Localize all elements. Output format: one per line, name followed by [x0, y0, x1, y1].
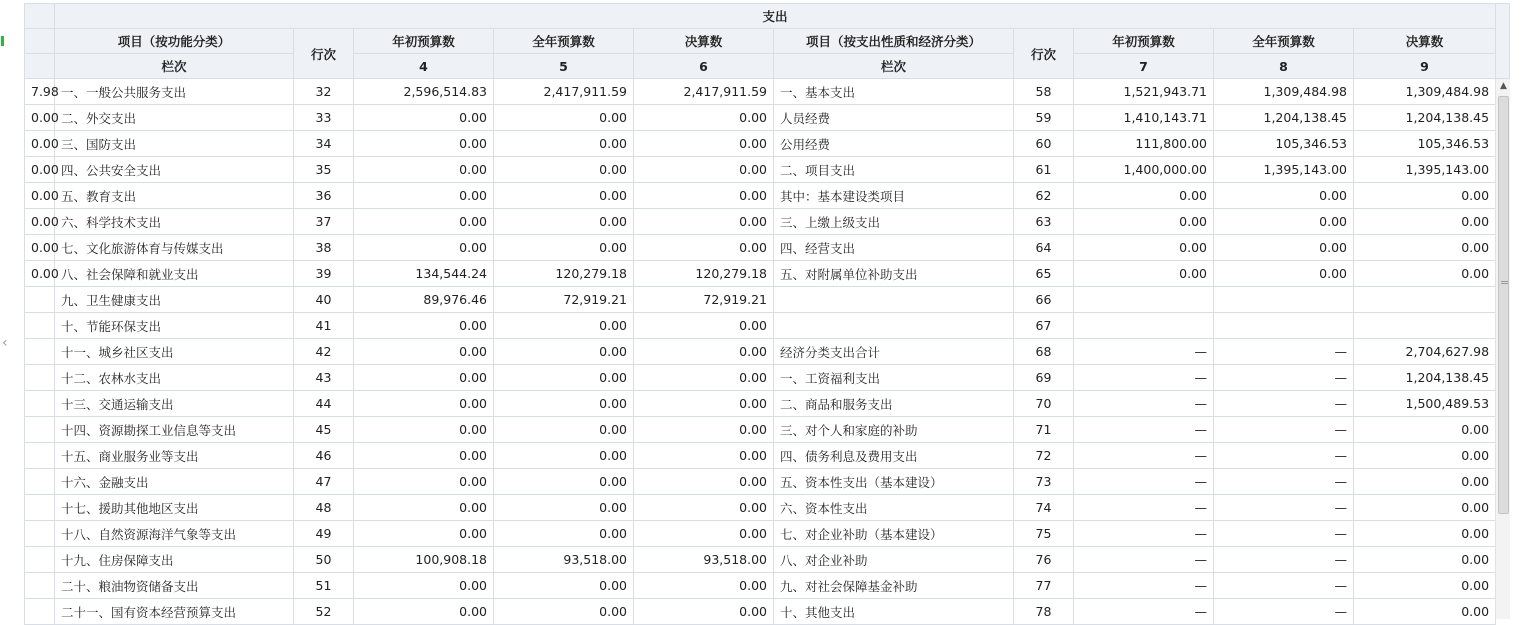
row-no-2-cell[interactable]: 72 — [1014, 443, 1074, 469]
table-row[interactable] — [25, 287, 1496, 313]
row-no-2-cell[interactable]: 58 — [1014, 79, 1074, 105]
final-cell[interactable]: 0.00 — [634, 105, 774, 131]
initial-budget-cell[interactable]: 134,544.24 — [354, 261, 494, 287]
initial-budget-2-cell[interactable]: 0.00 — [1074, 235, 1214, 261]
full-budget-2-cell[interactable]: 1,395,143.00 — [1214, 157, 1354, 183]
row-no-cell[interactable]: 50 — [294, 547, 354, 573]
econ-item-cell[interactable]: 二、项目支出 — [774, 157, 1014, 183]
full-budget-cell[interactable]: 2,417,911.59 — [494, 79, 634, 105]
full-budget-2-cell[interactable]: — — [1214, 573, 1354, 599]
econ-item-cell[interactable]: 人员经费 — [774, 105, 1014, 131]
row-no-2-cell[interactable]: 73 — [1014, 469, 1074, 495]
header-cut-cell — [25, 4, 55, 29]
row-no-2-cell[interactable]: 71 — [1014, 417, 1074, 443]
econ-item-cell[interactable]: 七、对企业补助（基本建设） — [774, 521, 1014, 547]
initial-budget-cell[interactable]: 0.00 — [354, 235, 494, 261]
section-title: 支出 — [55, 4, 1496, 29]
func-item-cell[interactable]: 十五、商业服务业等支出 — [55, 443, 294, 469]
header-scroll-spacer — [1495, 3, 1510, 79]
table-header — [25, 4, 1496, 79]
sub-col-6: 6 — [634, 54, 774, 79]
func-item-cell[interactable]: 三、国防支出 — [55, 131, 294, 157]
initial-budget-cell[interactable]: 0.00 — [354, 521, 494, 547]
sub-col-9: 9 — [1354, 54, 1496, 79]
full-budget-cell[interactable]: 0.00 — [494, 469, 634, 495]
col-initial-budget[interactable]: 年初预算数 — [354, 29, 494, 54]
prev-col-cell[interactable]: 0.00 — [25, 235, 55, 261]
full-budget-2-cell[interactable]: 0.00 — [1214, 183, 1354, 209]
full-budget-cell[interactable]: 0.00 — [494, 391, 634, 417]
col-row-no[interactable]: 行次 — [294, 29, 354, 79]
final-cell[interactable]: 0.00 — [634, 157, 774, 183]
initial-budget-cell[interactable]: 0.00 — [354, 131, 494, 157]
sub-col-label: 栏次 — [55, 54, 294, 79]
final-2-cell[interactable]: 0.00 — [1354, 599, 1496, 625]
initial-budget-cell[interactable]: 0.00 — [354, 599, 494, 625]
initial-budget-2-cell[interactable]: — — [1074, 495, 1214, 521]
final-cell[interactable]: 0.00 — [634, 183, 774, 209]
row-no-cell[interactable]: 46 — [294, 443, 354, 469]
table-row[interactable] — [25, 235, 1496, 261]
table-row[interactable] — [25, 261, 1496, 287]
final-2-cell[interactable]: 0.00 — [1354, 417, 1496, 443]
prev-col-cell[interactable] — [25, 391, 55, 417]
table-row[interactable] — [25, 443, 1496, 469]
full-budget-cell[interactable]: 0.00 — [494, 209, 634, 235]
table-row[interactable] — [25, 209, 1496, 235]
table-row[interactable] — [25, 417, 1496, 443]
chevron-left-icon[interactable]: ‹ — [2, 335, 8, 351]
row-no-2-cell[interactable]: 77 — [1014, 573, 1074, 599]
econ-item-cell[interactable]: 其中：基本建设类项目 — [774, 183, 1014, 209]
initial-budget-2-cell[interactable]: — — [1074, 547, 1214, 573]
final-cell[interactable]: 120,279.18 — [634, 261, 774, 287]
prev-col-cell[interactable] — [25, 443, 55, 469]
final-cell[interactable]: 0.00 — [634, 391, 774, 417]
final-cell[interactable]: 0.00 — [634, 495, 774, 521]
final-2-cell[interactable]: 0.00 — [1354, 469, 1496, 495]
full-budget-2-cell[interactable]: — — [1214, 443, 1354, 469]
initial-budget-cell[interactable]: 0.00 — [354, 417, 494, 443]
final-2-cell[interactable]: 1,204,138.45 — [1354, 105, 1496, 131]
row-no-cell[interactable]: 52 — [294, 599, 354, 625]
row-no-cell[interactable]: 33 — [294, 105, 354, 131]
row-no-2-cell[interactable]: 74 — [1014, 495, 1074, 521]
row-no-2-cell[interactable]: 66 — [1014, 287, 1074, 313]
table-row[interactable] — [25, 365, 1496, 391]
prev-col-cell[interactable] — [25, 573, 55, 599]
prev-col-cell[interactable] — [25, 313, 55, 339]
full-budget-2-cell[interactable]: 0.00 — [1214, 235, 1354, 261]
left-panel-edge — [0, 0, 24, 619]
row-no-2-cell[interactable]: 75 — [1014, 521, 1074, 547]
vertical-scrollbar[interactable] — [1495, 79, 1511, 619]
right-margin — [1510, 0, 1540, 619]
func-item-cell[interactable]: 十八、自然资源海洋气象等支出 — [55, 521, 294, 547]
econ-item-cell[interactable] — [774, 313, 1014, 339]
prev-col-cell[interactable] — [25, 365, 55, 391]
sub-col-8: 8 — [1214, 54, 1354, 79]
col-econ-item[interactable]: 项目（按支出性质和经济分类） — [774, 29, 1014, 54]
full-budget-cell[interactable]: 0.00 — [494, 235, 634, 261]
row-no-2-cell[interactable]: 61 — [1014, 157, 1074, 183]
econ-item-cell[interactable]: 二、商品和服务支出 — [774, 391, 1014, 417]
full-budget-cell[interactable]: 120,279.18 — [494, 261, 634, 287]
final-2-cell[interactable] — [1354, 287, 1496, 313]
prev-col-cell[interactable]: 7.98 — [25, 79, 55, 105]
initial-budget-2-cell[interactable]: — — [1074, 521, 1214, 547]
initial-budget-2-cell[interactable]: — — [1074, 469, 1214, 495]
final-2-cell[interactable]: 105,346.53 — [1354, 131, 1496, 157]
func-item-cell[interactable]: 十三、交通运输支出 — [55, 391, 294, 417]
full-budget-cell[interactable]: 0.00 — [494, 365, 634, 391]
initial-budget-cell[interactable]: 0.00 — [354, 339, 494, 365]
func-item-cell[interactable]: 二十一、国有资本经营预算支出 — [55, 599, 294, 625]
grip-icon — [1501, 281, 1508, 284]
func-item-cell[interactable]: 六、科学技术支出 — [55, 209, 294, 235]
col-initial-budget-2[interactable]: 年初预算数 — [1074, 29, 1214, 54]
final-2-cell[interactable]: 1,395,143.00 — [1354, 157, 1496, 183]
sub-col-label-2: 栏次 — [774, 54, 1014, 79]
table-row[interactable] — [25, 105, 1496, 131]
prev-col-cell[interactable]: 0.00 — [25, 261, 55, 287]
row-no-2-cell[interactable]: 62 — [1014, 183, 1074, 209]
initial-budget-2-cell[interactable] — [1074, 287, 1214, 313]
econ-item-cell[interactable]: 九、对社会保障基金补助 — [774, 573, 1014, 599]
row-no-2-cell[interactable]: 76 — [1014, 547, 1074, 573]
final-cell[interactable]: 72,919.21 — [634, 287, 774, 313]
initial-budget-2-cell[interactable]: 111,800.00 — [1074, 131, 1214, 157]
prev-col-cell[interactable] — [25, 287, 55, 313]
row-no-2-cell[interactable]: 70 — [1014, 391, 1074, 417]
full-budget-cell[interactable]: 93,518.00 — [494, 547, 634, 573]
table-row[interactable] — [25, 573, 1496, 599]
full-budget-cell[interactable]: 0.00 — [494, 105, 634, 131]
full-budget-2-cell[interactable]: 0.00 — [1214, 261, 1354, 287]
table-body — [25, 79, 1496, 625]
sub-col-4: 4 — [354, 54, 494, 79]
full-budget-cell[interactable]: 0.00 — [494, 183, 634, 209]
final-2-cell[interactable]: 1,204,138.45 — [1354, 365, 1496, 391]
table-row[interactable] — [25, 469, 1496, 495]
row-no-2-cell[interactable]: 67 — [1014, 313, 1074, 339]
full-budget-cell[interactable]: 0.00 — [494, 495, 634, 521]
econ-item-cell[interactable]: 一、基本支出 — [774, 79, 1014, 105]
full-budget-2-cell[interactable] — [1214, 287, 1354, 313]
row-no-cell[interactable]: 35 — [294, 157, 354, 183]
row-no-2-cell[interactable]: 69 — [1014, 365, 1074, 391]
full-budget-cell[interactable]: 0.00 — [494, 599, 634, 625]
final-2-cell[interactable] — [1354, 313, 1496, 339]
prev-col-cell[interactable] — [25, 599, 55, 625]
initial-budget-cell[interactable]: 0.00 — [354, 157, 494, 183]
initial-budget-2-cell[interactable]: — — [1074, 339, 1214, 365]
func-item-cell[interactable]: 五、教育支出 — [55, 183, 294, 209]
func-item-cell[interactable]: 一、一般公共服务支出 — [55, 79, 294, 105]
row-no-2-cell[interactable]: 65 — [1014, 261, 1074, 287]
row-no-cell[interactable]: 48 — [294, 495, 354, 521]
final-2-cell[interactable]: 1,500,489.53 — [1354, 391, 1496, 417]
econ-item-cell[interactable]: 公用经费 — [774, 131, 1014, 157]
row-no-cell[interactable]: 41 — [294, 313, 354, 339]
table-row[interactable] — [25, 339, 1496, 365]
full-budget-cell[interactable]: 0.00 — [494, 443, 634, 469]
row-no-cell[interactable]: 37 — [294, 209, 354, 235]
full-budget-2-cell[interactable]: — — [1214, 547, 1354, 573]
table-row[interactable] — [25, 547, 1496, 573]
func-item-cell[interactable]: 七、文化旅游体育与传媒支出 — [55, 235, 294, 261]
prev-col-cell[interactable]: 0.00 — [25, 209, 55, 235]
econ-item-cell[interactable]: 八、对企业补助 — [774, 547, 1014, 573]
initial-budget-2-cell[interactable]: 0.00 — [1074, 261, 1214, 287]
final-2-cell[interactable]: 0.00 — [1354, 443, 1496, 469]
econ-item-cell[interactable]: 三、上缴上级支出 — [774, 209, 1014, 235]
sub-col-5: 5 — [494, 54, 634, 79]
final-cell[interactable]: 0.00 — [634, 339, 774, 365]
full-budget-cell[interactable]: 72,919.21 — [494, 287, 634, 313]
prev-col-cell[interactable] — [25, 547, 55, 573]
table-row[interactable] — [25, 131, 1496, 157]
initial-budget-cell[interactable]: 0.00 — [354, 469, 494, 495]
sub-col-7: 7 — [1074, 54, 1214, 79]
row-no-2-cell[interactable]: 60 — [1014, 131, 1074, 157]
econ-item-cell[interactable]: 五、资本性支出（基本建设） — [774, 469, 1014, 495]
final-2-cell[interactable]: 0.00 — [1354, 495, 1496, 521]
initial-budget-cell[interactable]: 0.00 — [354, 209, 494, 235]
table-row[interactable] — [25, 79, 1496, 105]
econ-item-cell[interactable]: 四、经营支出 — [774, 235, 1014, 261]
prev-col-cell[interactable] — [25, 469, 55, 495]
full-budget-2-cell[interactable]: 105,346.53 — [1214, 131, 1354, 157]
row-no-cell[interactable]: 49 — [294, 521, 354, 547]
initial-budget-cell[interactable]: 0.00 — [354, 105, 494, 131]
final-2-cell[interactable]: 0.00 — [1354, 235, 1496, 261]
header-cut-cell — [25, 29, 55, 54]
final-cell[interactable]: 2,417,911.59 — [634, 79, 774, 105]
func-item-cell[interactable]: 二、外交支出 — [55, 105, 294, 131]
initial-budget-2-cell[interactable]: — — [1074, 573, 1214, 599]
prev-col-cell[interactable]: 0.00 — [25, 183, 55, 209]
final-cell[interactable]: 0.00 — [634, 235, 774, 261]
full-budget-2-cell[interactable]: — — [1214, 391, 1354, 417]
final-cell[interactable]: 0.00 — [634, 131, 774, 157]
initial-budget-cell[interactable]: 0.00 — [354, 443, 494, 469]
initial-budget-cell[interactable]: 100,908.18 — [354, 547, 494, 573]
final-cell[interactable]: 0.00 — [634, 313, 774, 339]
prev-col-cell[interactable] — [25, 521, 55, 547]
row-no-cell[interactable]: 39 — [294, 261, 354, 287]
row-no-cell[interactable]: 47 — [294, 469, 354, 495]
func-item-cell[interactable]: 十一、城乡社区支出 — [55, 339, 294, 365]
econ-item-cell[interactable]: 十、其他支出 — [774, 599, 1014, 625]
row-no-2-cell[interactable]: 64 — [1014, 235, 1074, 261]
full-budget-2-cell[interactable] — [1214, 313, 1354, 339]
row-no-cell[interactable]: 32 — [294, 79, 354, 105]
table-row[interactable] — [25, 391, 1496, 417]
scrollbar-thumb[interactable] — [1498, 96, 1509, 514]
table-row[interactable] — [25, 521, 1496, 547]
triangle-up-icon[interactable]: ▲ — [1500, 81, 1507, 91]
full-budget-2-cell[interactable]: — — [1214, 599, 1354, 625]
final-cell[interactable]: 0.00 — [634, 365, 774, 391]
initial-budget-2-cell[interactable]: 1,400,000.00 — [1074, 157, 1214, 183]
row-no-2-cell[interactable]: 59 — [1014, 105, 1074, 131]
initial-budget-2-cell[interactable]: — — [1074, 391, 1214, 417]
initial-budget-2-cell[interactable] — [1074, 313, 1214, 339]
table-row[interactable] — [25, 313, 1496, 339]
row-no-cell[interactable]: 43 — [294, 365, 354, 391]
full-budget-2-cell[interactable]: — — [1214, 417, 1354, 443]
final-2-cell[interactable]: 2,704,627.98 — [1354, 339, 1496, 365]
final-2-cell[interactable]: 0.00 — [1354, 547, 1496, 573]
col-final[interactable]: 决算数 — [634, 29, 774, 54]
row-no-cell[interactable]: 45 — [294, 417, 354, 443]
final-cell[interactable]: 0.00 — [634, 443, 774, 469]
col-full-budget[interactable]: 全年预算数 — [494, 29, 634, 54]
prev-col-cell[interactable] — [25, 339, 55, 365]
func-item-cell[interactable]: 二十、粮油物资储备支出 — [55, 573, 294, 599]
col-full-budget-2[interactable]: 全年预算数 — [1214, 29, 1354, 54]
final-cell[interactable]: 0.00 — [634, 209, 774, 235]
full-budget-2-cell[interactable]: — — [1214, 469, 1354, 495]
full-budget-cell[interactable]: 0.00 — [494, 131, 634, 157]
row-no-cell[interactable]: 38 — [294, 235, 354, 261]
row-no-cell[interactable]: 51 — [294, 573, 354, 599]
initial-budget-2-cell[interactable]: 1,410,143.71 — [1074, 105, 1214, 131]
row-no-cell[interactable]: 44 — [294, 391, 354, 417]
initial-budget-cell[interactable]: 0.00 — [354, 391, 494, 417]
initial-budget-2-cell[interactable]: 0.00 — [1074, 183, 1214, 209]
final-cell[interactable]: 0.00 — [634, 573, 774, 599]
full-budget-2-cell[interactable]: — — [1214, 365, 1354, 391]
econ-item-cell[interactable]: 四、债务利息及费用支出 — [774, 443, 1014, 469]
func-item-cell[interactable]: 十、节能环保支出 — [55, 313, 294, 339]
full-budget-cell[interactable]: 0.00 — [494, 157, 634, 183]
final-cell[interactable]: 0.00 — [634, 599, 774, 625]
full-budget-2-cell[interactable]: — — [1214, 521, 1354, 547]
final-2-cell[interactable]: 0.00 — [1354, 261, 1496, 287]
table-row[interactable] — [25, 495, 1496, 521]
side-marker — [1, 36, 4, 46]
initial-budget-2-cell[interactable]: 1,521,943.71 — [1074, 79, 1214, 105]
func-item-cell[interactable]: 十二、农林水支出 — [55, 365, 294, 391]
initial-budget-cell[interactable]: 0.00 — [354, 365, 494, 391]
final-2-cell[interactable]: 0.00 — [1354, 573, 1496, 599]
econ-item-cell[interactable]: 六、资本性支出 — [774, 495, 1014, 521]
col-row-no-2[interactable]: 行次 — [1014, 29, 1074, 79]
econ-item-cell[interactable]: 经济分类支出合计 — [774, 339, 1014, 365]
initial-budget-cell[interactable]: 0.00 — [354, 183, 494, 209]
initial-budget-2-cell[interactable]: — — [1074, 599, 1214, 625]
final-cell[interactable]: 0.00 — [634, 469, 774, 495]
prev-col-cell[interactable]: 0.00 — [25, 105, 55, 131]
func-item-cell[interactable]: 十四、资源勘探工业信息等支出 — [55, 417, 294, 443]
prev-col-cell[interactable]: 0.00 — [25, 157, 55, 183]
table-row[interactable] — [25, 157, 1496, 183]
final-2-cell[interactable]: 0.00 — [1354, 521, 1496, 547]
final-2-cell[interactable]: 0.00 — [1354, 209, 1496, 235]
econ-item-cell[interactable]: 五、对附属单位补助支出 — [774, 261, 1014, 287]
full-budget-2-cell[interactable]: — — [1214, 339, 1354, 365]
initial-budget-cell[interactable]: 0.00 — [354, 313, 494, 339]
full-budget-cell[interactable]: 0.00 — [494, 521, 634, 547]
final-cell[interactable]: 93,518.00 — [634, 547, 774, 573]
full-budget-cell[interactable]: 0.00 — [494, 313, 634, 339]
full-budget-cell[interactable]: 0.00 — [494, 417, 634, 443]
expenditure-table — [24, 3, 1496, 625]
report-grid — [24, 3, 1495, 619]
table-row[interactable] — [25, 599, 1496, 625]
func-item-cell[interactable]: 四、公共安全支出 — [55, 157, 294, 183]
row-no-cell[interactable]: 40 — [294, 287, 354, 313]
row-no-cell[interactable]: 34 — [294, 131, 354, 157]
final-cell[interactable]: 0.00 — [634, 521, 774, 547]
full-budget-2-cell[interactable]: — — [1214, 495, 1354, 521]
full-budget-cell[interactable]: 0.00 — [494, 573, 634, 599]
initial-budget-cell[interactable]: 2,596,514.83 — [354, 79, 494, 105]
col-final-2[interactable]: 决算数 — [1354, 29, 1496, 54]
func-item-cell[interactable]: 九、卫生健康支出 — [55, 287, 294, 313]
initial-budget-cell[interactable]: 0.00 — [354, 573, 494, 599]
full-budget-2-cell[interactable]: 1,309,484.98 — [1214, 79, 1354, 105]
initial-budget-2-cell[interactable]: — — [1074, 443, 1214, 469]
row-no-cell[interactable]: 42 — [294, 339, 354, 365]
final-cell[interactable]: 0.00 — [634, 417, 774, 443]
table-row[interactable] — [25, 183, 1496, 209]
initial-budget-2-cell[interactable]: 0.00 — [1074, 209, 1214, 235]
func-item-cell[interactable]: 十九、住房保障支出 — [55, 547, 294, 573]
final-2-cell[interactable]: 0.00 — [1354, 183, 1496, 209]
initial-budget-cell[interactable]: 89,976.46 — [354, 287, 494, 313]
full-budget-2-cell[interactable]: 1,204,138.45 — [1214, 105, 1354, 131]
prev-col-cell[interactable] — [25, 417, 55, 443]
row-no-cell[interactable]: 36 — [294, 183, 354, 209]
prev-col-cell[interactable] — [25, 495, 55, 521]
func-item-cell[interactable]: 八、社会保障和就业支出 — [55, 261, 294, 287]
func-item-cell[interactable]: 十六、金融支出 — [55, 469, 294, 495]
row-no-2-cell[interactable]: 63 — [1014, 209, 1074, 235]
col-func-item[interactable]: 项目（按功能分类） — [55, 29, 294, 54]
econ-item-cell[interactable]: 一、工资福利支出 — [774, 365, 1014, 391]
row-no-2-cell[interactable]: 68 — [1014, 339, 1074, 365]
full-budget-cell[interactable]: 0.00 — [494, 339, 634, 365]
prev-col-cell[interactable]: 0.00 — [25, 131, 55, 157]
header-cut-cell — [25, 54, 55, 79]
func-item-cell[interactable]: 十七、援助其他地区支出 — [55, 495, 294, 521]
econ-item-cell[interactable] — [774, 287, 1014, 313]
initial-budget-2-cell[interactable]: — — [1074, 417, 1214, 443]
initial-budget-cell[interactable]: 0.00 — [354, 495, 494, 521]
row-no-2-cell[interactable]: 78 — [1014, 599, 1074, 625]
initial-budget-2-cell[interactable]: — — [1074, 365, 1214, 391]
final-2-cell[interactable]: 1,309,484.98 — [1354, 79, 1496, 105]
full-budget-2-cell[interactable]: 0.00 — [1214, 209, 1354, 235]
econ-item-cell[interactable]: 三、对个人和家庭的补助 — [774, 417, 1014, 443]
